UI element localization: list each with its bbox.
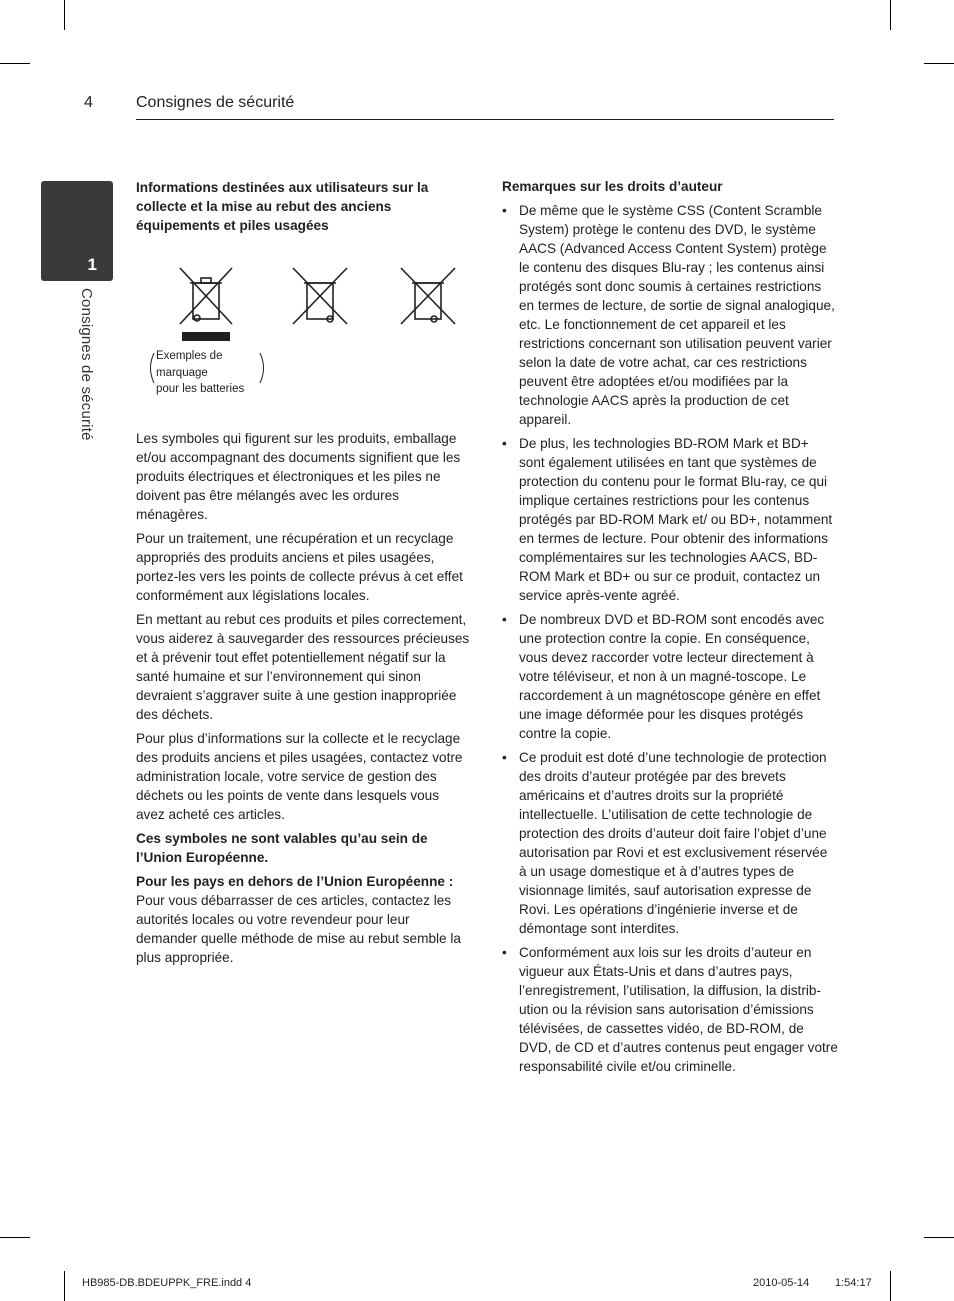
copyright-list xyxy=(502,201,838,1076)
eu-note: Ces symboles ne sont valables qu’au sein de l’Union Européenne. xyxy=(136,831,428,865)
list-item-text: De même que le système CSS (Content Scramble System) protège le contenu des DVD, le système AACS (Advanced Access Content System) protège le contenu des disques Blu-ray ; les contenus ainsi protégés sont donc soumis à certaines restrictions en termes de lecture, de sortie de signal analogique, etc. Le fonctionnement de cet appareil et les restrictions concernant son utilisation peuvent varier selon la date de votre achat, car ces restrictions peuvent être adoptées et/ou modifiées par la technologie AACS après la production de cet appareil. xyxy=(519,203,835,427)
list-item xyxy=(502,748,838,938)
paragraph: Pour plus d’informations sur la collecte et le recyclage des produits anciens et piles usagées, contactez votre administration locale, votre service de gestion des déchets ou les points de vente dans lesquels vous avez acheté ces articles. xyxy=(136,731,463,822)
bullet-mark: • xyxy=(502,945,507,960)
left-body xyxy=(136,429,470,967)
chapter-tab xyxy=(41,181,113,281)
crop-mark xyxy=(0,1237,30,1238)
crop-mark xyxy=(0,63,30,64)
non-eu-text: Pour vous débarrasser de ces articles, contactez les autorités locales ou votre revendeur pour leur demander quelle méthode de mise au rebut semble la plus appropriée. xyxy=(136,893,461,965)
footer-date: 2010-05-14 xyxy=(753,1277,810,1289)
footer-file: HB985-DB.BDEUPPK_FRE.indd 4 xyxy=(82,1277,252,1289)
list-item-text: De nombreux DVD et BD-ROM sont encodés avec une protection contre la copie. En conséquence, vous devez raccorder votre lecteur directement à votre téléviseur, et non à un magné-toscope. Le raccordement à un magnétoscope génère en effet une image déformée pour les disques protégés contre la copie. xyxy=(519,612,825,741)
footer-time: 1:54:17 xyxy=(835,1277,872,1289)
list-item xyxy=(502,201,838,429)
paragraph: En mettant au rebut ces produits et piles correctement, vous aiderez à sauvegarder des ressources précieuses et à prévenir tout effet potentiellement négatif sur la santé humaine et sur l’environnement qui sinon devraient s’aggraver suite à une gestion inappropriée des déchets. xyxy=(136,612,470,722)
disposal-heading: Informations destinées aux utilisateurs sur la collecte et la mise au rebut des anciens équipements et piles usagées xyxy=(136,180,429,233)
crop-mark xyxy=(64,1271,65,1301)
bullet-mark: • xyxy=(502,612,507,627)
left-heading-block xyxy=(136,178,436,240)
page-title: Consignes de sécurité xyxy=(136,94,295,111)
battery-caption xyxy=(156,348,244,398)
list-item xyxy=(502,943,838,1076)
caption-bracket-left xyxy=(146,352,156,384)
crop-mark xyxy=(890,1271,891,1301)
crossed-bin-icon xyxy=(292,266,348,326)
crop-mark xyxy=(64,0,65,30)
paragraph: Pour un traitement, une récupération et un recyclage appropriés des produits anciens et piles usagées, portez-les vers les points de collecte prévus à cet effet conformément aux législations locales. xyxy=(136,531,463,603)
crop-mark xyxy=(924,1237,954,1238)
bullet-mark: • xyxy=(502,203,507,218)
caption-line: Exemples de xyxy=(156,350,223,362)
disposal-symbols xyxy=(136,262,476,402)
bullet-mark: • xyxy=(502,436,507,451)
list-item-text: De plus, les technologies BD-ROM Mark et BD+ sont également utilisées en tant que systèmes de protection du contenu pour le format Blu-ray, ce qui implique certaines restrictions pour les contenus protégés par BD-ROM Mark et/ ou BD+, notamment en termes de lecture. Pour obtenir des informations complémentaires sur les technologies AACS, BD-ROM Mark et BD+ ou sur ce produit, contactez un service après-vente agréé. xyxy=(519,436,833,603)
crop-mark xyxy=(890,0,891,30)
list-item-text: Ce produit est doté d’une technologie de protection des droits d’auteur protégée par des brevets américains et d’autres droits sur la propriété intellectuelle. L’utilisation de cette technologie de protection des droits d’auteur doit faire l’objet d’une autorisation par Rovi et est exclusivement réservée à un usage domestique et à d’autres types de visionnage limités, sauf autorisation expresse de Rovi. Les opérations d’ingénierie inverse et de démontage sont interdites. xyxy=(519,750,828,936)
non-eu-section xyxy=(136,872,470,967)
paragraph: Les symboles qui figurent sur les produits, emballage et/ou accompagnant des documents signifient que les produits électriques et électroniques et les piles ne doivent pas être mélangés avec les ordures ménagères. xyxy=(136,431,461,522)
list-item xyxy=(502,434,838,605)
bullet-mark: • xyxy=(502,750,507,765)
list-item xyxy=(502,610,838,743)
crop-mark xyxy=(924,63,954,64)
non-eu-heading: Pour les pays en dehors de l’Union Européenne : xyxy=(136,874,454,889)
page-number: 4 xyxy=(84,94,93,111)
caption-line: marquage xyxy=(156,366,208,379)
caption-line: pour les batteries xyxy=(156,383,245,395)
chapter-label: Consignes de sécurité xyxy=(78,288,95,441)
right-column xyxy=(502,177,838,1081)
crossed-bin-icon xyxy=(400,266,456,326)
chapter-number: 1 xyxy=(87,255,97,274)
caption-bracket-right xyxy=(258,352,268,384)
copyright-heading: Remarques sur les droits d’auteur xyxy=(502,179,723,194)
list-item-text: Conformément aux lois sur les droits d’auteur en vigueur aux États-Unis et dans d’autres pays, l’enregistrement, l’utilisation, la diffusion, la distrib-ution ou la révision sans autorisation d’émissions télévisées, de cassettes vidéo, de BD-ROM, de DVD, de CD et d’autres contenus peut engager votre responsabilité civile et/ou criminelle. xyxy=(519,945,838,1074)
header-rule xyxy=(136,119,834,120)
crossed-bin-icon xyxy=(179,266,233,348)
